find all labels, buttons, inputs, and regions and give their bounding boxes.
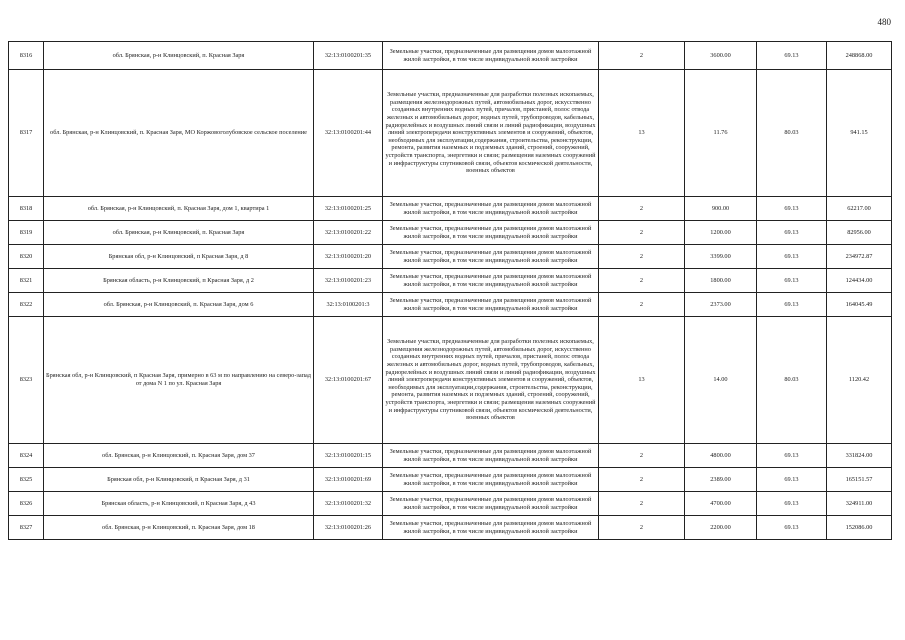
category-code: 2 bbox=[599, 197, 685, 221]
cadastral-value: 331824.00 bbox=[827, 444, 892, 468]
area-value: 11.76 bbox=[685, 70, 757, 197]
area-value: 3600.00 bbox=[685, 42, 757, 70]
rate-value: 69.13 bbox=[757, 293, 827, 317]
row-number: 8316 bbox=[9, 42, 44, 70]
address-cell: Брянская область, р-н Клинцовский, п Красная Заря, д 2 bbox=[44, 269, 314, 293]
table-row bbox=[9, 221, 892, 245]
land-use-description: Земельные участки, предназначенные для размещения домов малоэтажной жилой застройки, в том числе индивидуальной жилой застройки bbox=[383, 516, 599, 540]
address-cell: обл. Брянская, р-н Клинцовский, п. Красная Заря, дом 6 bbox=[44, 293, 314, 317]
table-row bbox=[9, 269, 892, 293]
category-code: 2 bbox=[599, 492, 685, 516]
area-value: 2373.00 bbox=[685, 293, 757, 317]
table-row bbox=[9, 70, 892, 197]
address-cell: обл. Брянская, р-н Клинцовский, п. Красная Заря, дом 1, квартира 1 bbox=[44, 197, 314, 221]
cadastral-number: 32:13:0100201:32 bbox=[314, 492, 383, 516]
cadastral-value: 941.15 bbox=[827, 70, 892, 197]
area-value: 900.00 bbox=[685, 197, 757, 221]
cadastral-number: 32:13:0100201:69 bbox=[314, 468, 383, 492]
cadastral-value: 234972.87 bbox=[827, 245, 892, 269]
cadastral-number: 32:13:0100201:26 bbox=[314, 516, 383, 540]
cadastral-number: 32:13:0100201:3 bbox=[314, 293, 383, 317]
rate-value: 80.03 bbox=[757, 70, 827, 197]
land-use-description: Земельные участки, предназначенные для разработки полезных ископаемых, размещения железнодорожных путей, автомобильных дорог, искусственно созданных внутренних водных путей, причалов, пристаней, полос отвода железных и автомобильных дорог, водных путей, трубопроводов, кабельных, радиорелейных и воздушных линий связи и линий радиофикации, воздушных линий электропередачи конструктивных элементов и сооружений, объектов, необходимых для эксплуатации,содержания, строительства, реконструкции, ремонта, развития наземных и подземных зданий, строений, сооружений, устройств транспорта, энергетики и связи; размещения наземных сооружений и инфраструктуры спутниковой связи, объектов космической деятельности, военных объектов bbox=[383, 70, 599, 197]
land-use-description: Земельные участки, предназначенные для размещения домов малоэтажной жилой застройки, в том числе индивидуальной жилой застройки bbox=[383, 42, 599, 70]
table-row bbox=[9, 492, 892, 516]
address-cell: обл. Брянская, р-н Клинцовский, п. Красная Заря, МО Коржовоголубовское сельское поселение bbox=[44, 70, 314, 197]
row-number: 8317 bbox=[9, 70, 44, 197]
land-use-description: Земельные участки, предназначенные для размещения домов малоэтажной жилой застройки, в том числе индивидуальной жилой застройки bbox=[383, 245, 599, 269]
page-number: 480 bbox=[877, 17, 891, 27]
address-cell: обл. Брянская, р-н Клинцовский, п. Красная Заря, дом 18 bbox=[44, 516, 314, 540]
area-value: 14.00 bbox=[685, 317, 757, 444]
rate-value: 69.13 bbox=[757, 269, 827, 293]
land-use-description: Земельные участки, предназначенные для размещения домов малоэтажной жилой застройки, в том числе индивидуальной жилой застройки bbox=[383, 492, 599, 516]
rate-value: 69.13 bbox=[757, 221, 827, 245]
area-value: 3399.00 bbox=[685, 245, 757, 269]
rate-value: 69.13 bbox=[757, 245, 827, 269]
table-row bbox=[9, 293, 892, 317]
category-code: 2 bbox=[599, 444, 685, 468]
cadastral-value: 62217.00 bbox=[827, 197, 892, 221]
rate-value: 69.13 bbox=[757, 516, 827, 540]
area-value: 1800.00 bbox=[685, 269, 757, 293]
area-value: 1200.00 bbox=[685, 221, 757, 245]
row-number: 8321 bbox=[9, 269, 44, 293]
cadastral-number: 32:13:0100201:35 bbox=[314, 42, 383, 70]
cadastral-value: 1120.42 bbox=[827, 317, 892, 444]
category-code: 2 bbox=[599, 516, 685, 540]
cadastral-value: 165151.57 bbox=[827, 468, 892, 492]
cadastral-number: 32:13:0100201:67 bbox=[314, 317, 383, 444]
table-row bbox=[9, 197, 892, 221]
area-value: 4700.00 bbox=[685, 492, 757, 516]
category-code: 2 bbox=[599, 245, 685, 269]
address-cell: Брянская область, р-н Клинцовский, п Красная Заря, д 43 bbox=[44, 492, 314, 516]
row-number: 8323 bbox=[9, 317, 44, 444]
row-number: 8319 bbox=[9, 221, 44, 245]
land-use-description: Земельные участки, предназначенные для размещения домов малоэтажной жилой застройки, в том числе индивидуальной жилой застройки bbox=[383, 269, 599, 293]
cadastral-value: 324911.00 bbox=[827, 492, 892, 516]
cadastral-number: 32:13:0100201:23 bbox=[314, 269, 383, 293]
rate-value: 69.13 bbox=[757, 42, 827, 70]
address-cell: Брянская обл, р-н Клинцовский, п Красная Заря, примерно в 63 м по направлению на северо-запад от дома N 1 по ул. Красная Заря bbox=[44, 317, 314, 444]
address-cell: обл. Брянская, р-н Клинцовский, п. Красная Заря, дом 37 bbox=[44, 444, 314, 468]
category-code: 2 bbox=[599, 221, 685, 245]
cadastral-number: 32:13:0100201:22 bbox=[314, 221, 383, 245]
cadastral-value: 82956.00 bbox=[827, 221, 892, 245]
cadastral-number: 32:13:0100201:20 bbox=[314, 245, 383, 269]
table-row bbox=[9, 42, 892, 70]
row-number: 8322 bbox=[9, 293, 44, 317]
category-code: 2 bbox=[599, 468, 685, 492]
row-number: 8327 bbox=[9, 516, 44, 540]
row-number: 8325 bbox=[9, 468, 44, 492]
rate-value: 69.13 bbox=[757, 444, 827, 468]
land-use-description: Земельные участки, предназначенные для размещения домов малоэтажной жилой застройки, в том числе индивидуальной жилой застройки bbox=[383, 293, 599, 317]
address-cell: обл. Брянская, р-н Клинцовский, п. Красная Заря bbox=[44, 42, 314, 70]
table-row bbox=[9, 317, 892, 444]
category-code: 13 bbox=[599, 70, 685, 197]
cadastral-value: 124434.00 bbox=[827, 269, 892, 293]
cadastral-value: 152086.00 bbox=[827, 516, 892, 540]
land-use-description: Земельные участки, предназначенные для размещения домов малоэтажной жилой застройки, в том числе индивидуальной жилой застройки bbox=[383, 221, 599, 245]
category-code: 2 bbox=[599, 269, 685, 293]
land-use-description: Земельные участки, предназначенные для разработки полезных ископаемых, размещения железнодорожных путей, автомобильных дорог, искусственно созданных внутренних водных путей, причалов, пристаней, полос отвода железных и автомобильных дорог, водных путей, трубопроводов, кабельных, радиорелейных и воздушных линий связи и линий радиофикации, воздушных линий электропередачи конструктивных элементов и сооружений, объектов, необходимых для эксплуатации,содержания, строительства, реконструкции, ремонта, развития наземных и подземных зданий, строений, сооружений, устройств транспорта, энергетики и связи; размещения наземных сооружений и инфраструктуры спутниковой связи, объектов космической деятельности, военных объектов bbox=[383, 317, 599, 444]
cadastral-number: 32:13:0100201:15 bbox=[314, 444, 383, 468]
rate-value: 80.03 bbox=[757, 317, 827, 444]
area-value: 2200.00 bbox=[685, 516, 757, 540]
table-row bbox=[9, 444, 892, 468]
cadastral-value: 248868.00 bbox=[827, 42, 892, 70]
land-registry-table bbox=[8, 41, 892, 540]
cadastral-number: 32:13:0100201:44 bbox=[314, 70, 383, 197]
rate-value: 69.13 bbox=[757, 492, 827, 516]
area-value: 4800.00 bbox=[685, 444, 757, 468]
area-value: 2389.00 bbox=[685, 468, 757, 492]
address-cell: обл. Брянская, р-н Клинцовский, п. Красная Заря bbox=[44, 221, 314, 245]
cadastral-value: 164045.49 bbox=[827, 293, 892, 317]
row-number: 8318 bbox=[9, 197, 44, 221]
category-code: 2 bbox=[599, 42, 685, 70]
table-row bbox=[9, 468, 892, 492]
land-use-description: Земельные участки, предназначенные для размещения домов малоэтажной жилой застройки, в том числе индивидуальной жилой застройки bbox=[383, 468, 599, 492]
rate-value: 69.13 bbox=[757, 468, 827, 492]
table-row bbox=[9, 516, 892, 540]
cadastral-number: 32:13:0100201:25 bbox=[314, 197, 383, 221]
table-row bbox=[9, 245, 892, 269]
category-code: 13 bbox=[599, 317, 685, 444]
row-number: 8324 bbox=[9, 444, 44, 468]
address-cell: Брянская обл, р-н Клинцовский, п Красная Заря, д 8 bbox=[44, 245, 314, 269]
address-cell: Брянская обл, р-н Клинцовский, п Красная Заря, д 31 bbox=[44, 468, 314, 492]
table-body bbox=[9, 42, 892, 540]
land-use-description: Земельные участки, предназначенные для размещения домов малоэтажной жилой застройки, в том числе индивидуальной жилой застройки bbox=[383, 197, 599, 221]
category-code: 2 bbox=[599, 293, 685, 317]
row-number: 8320 bbox=[9, 245, 44, 269]
land-use-description: Земельные участки, предназначенные для размещения домов малоэтажной жилой застройки, в том числе индивидуальной жилой застройки bbox=[383, 444, 599, 468]
row-number: 8326 bbox=[9, 492, 44, 516]
rate-value: 69.13 bbox=[757, 197, 827, 221]
